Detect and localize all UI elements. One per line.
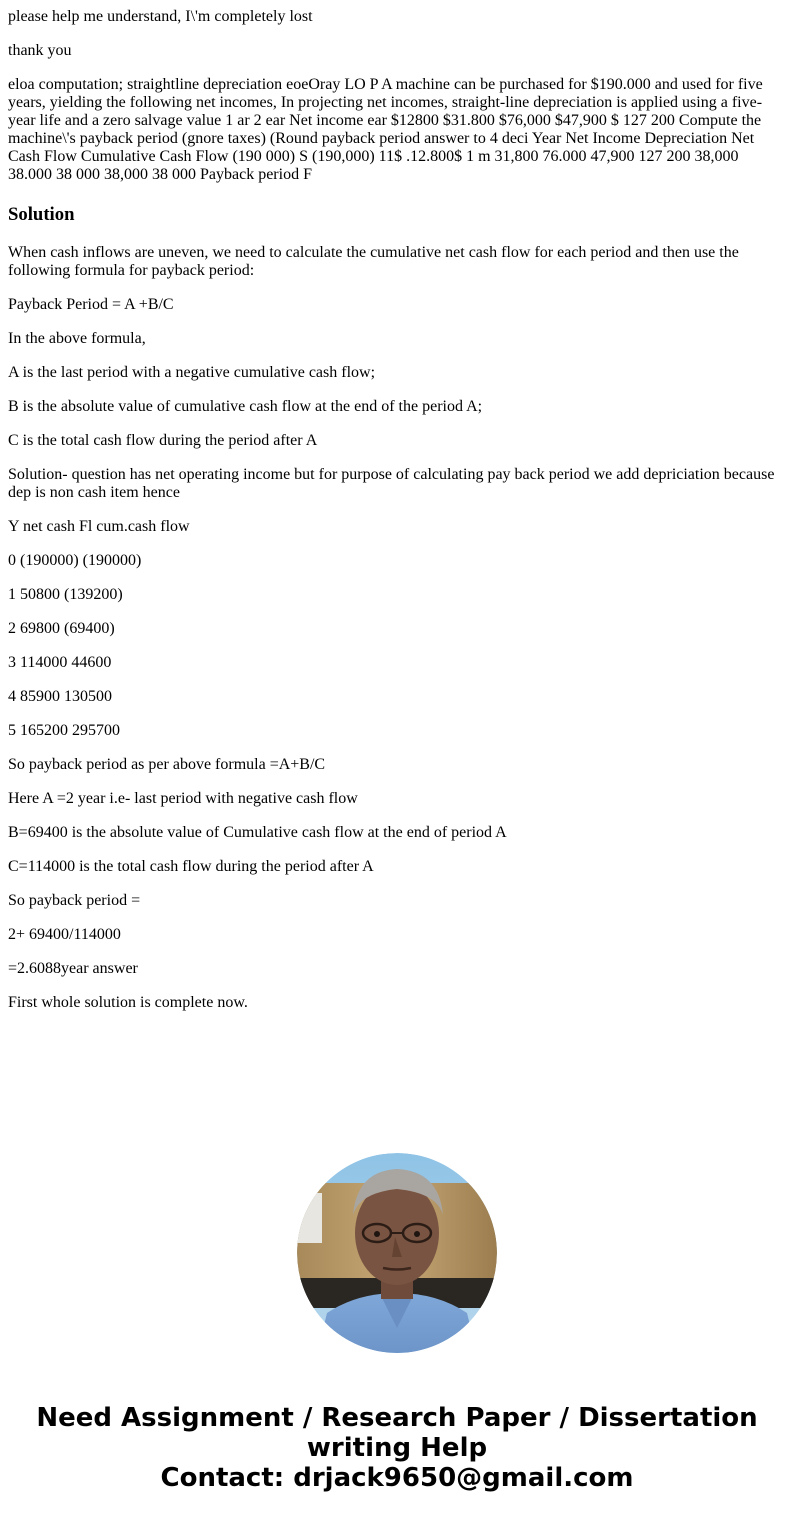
conclusion-line: First whole solution is complete now. (8, 994, 248, 1011)
contact-email: Contact: drjack9650@gmail.com (160, 1463, 634, 1493)
tutor-photo-icon (297, 1153, 497, 1353)
cash-flow-row: 4 85900 130500 (8, 688, 112, 705)
promo-banner (0, 1403, 794, 1493)
cash-flow-row: 0 (190000) (190000) (8, 552, 142, 569)
conclusion-line: C=114000 is the total cash flow during the period after A (8, 858, 374, 875)
solution-paragraph: When cash inflows are uneven, we need to calculate the cumulative net cash flow for each period and then use the following formula for payback period: (8, 244, 739, 279)
cash-flow-table-header: Y net cash Fl cum.cash flow (8, 518, 190, 535)
definition-a: A is the last period with a negative cumulative cash flow; (8, 364, 376, 381)
final-answer: =2.6088year answer (8, 960, 138, 977)
promo-line-1: Need Assignment / Research Paper / Dissertation (36, 1403, 758, 1433)
cash-flow-row: 3 114000 44600 (8, 654, 112, 671)
conclusion-line: 2+ 69400/114000 (8, 926, 121, 943)
solution-paragraph: Solution- question has net operating income but for purpose of calculating pay back period we add depriciation because dep is non cash item hence (8, 466, 775, 501)
formula-text: Payback Period = A +B/C (8, 296, 174, 313)
question-line-2: thank you (8, 42, 72, 59)
definition-c: C is the total cash flow during the period after A (8, 432, 318, 449)
solution-heading: Solution (8, 204, 75, 225)
question-body: eloa computation; straightline depreciation eoeOray LO P A machine can be purchased for $190.000 and used for five years, yielding the following net incomes, In projecting net incomes, straight-line depreciation is applied using a five-year life and a zero salvage value 1 ar 2 ear Net income ear $12800 $31.800 $76,000 $47,900 $ 127 200 Compute the machine\'s payback period (gnore taxes) (Round payback period answer to 4 deci Year Net Income Depreciation Net Cash Flow Cumulative Cash Flow (190 000) S (190,000) 11$ .12.800$ 1 m 31,800 76.000 47,900 127 200 38,000 38.000 38 000 38,000 38 000 Payback period F (8, 76, 763, 183)
question-line-1: please help me understand, I\'m completely lost (8, 8, 313, 25)
conclusion-line: So payback period = (8, 892, 141, 909)
tutor-avatar (297, 1153, 497, 1353)
promo-line-2: writing Help (306, 1433, 488, 1463)
conclusion-line: B=69400 is the absolute value of Cumulative cash flow at the end of period A (8, 824, 507, 841)
definition-b: B is the absolute value of cumulative cash flow at the end of the period A; (8, 398, 483, 415)
solution-paragraph: In the above formula, (8, 330, 146, 347)
cash-flow-row: 1 50800 (139200) (8, 586, 123, 603)
cash-flow-row: 2 69800 (69400) (8, 620, 115, 637)
cash-flow-row: 5 165200 295700 (8, 722, 120, 739)
conclusion-line: So payback period as per above formula =A+B/C (8, 756, 326, 773)
conclusion-line: Here A =2 year i.e- last period with negative cash flow (8, 790, 358, 807)
